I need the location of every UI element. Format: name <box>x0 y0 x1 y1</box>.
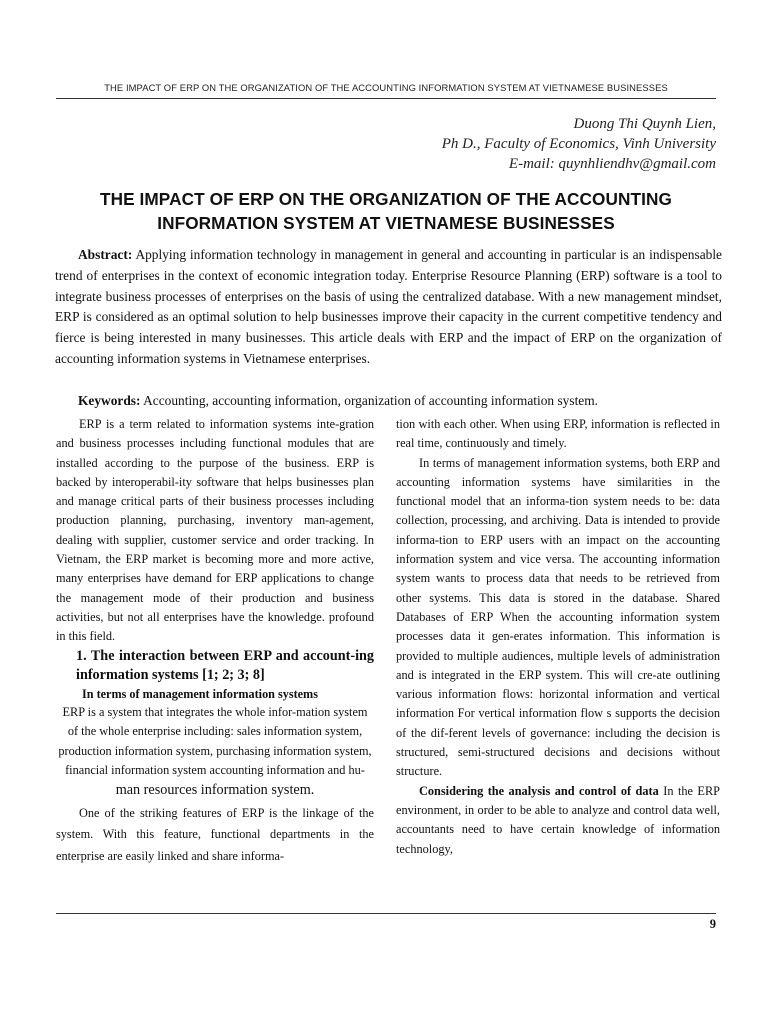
analysis-paragraph <box>396 782 720 859</box>
abstract <box>55 245 722 370</box>
author-name: Duong Thi Quynh Lien, <box>573 116 716 132</box>
title-line-2: INFORMATION SYSTEM AT VIETNAMESE BUSINESSES <box>157 213 615 233</box>
keywords <box>55 391 722 411</box>
keywords-text: Accounting, accounting information, organization of accounting information system. <box>143 393 599 408</box>
analysis-text: In the ERP environment, in order to be able to analyze and control data well, accountants need to have certain knowledge of information technology, <box>396 783 720 856</box>
right-column <box>396 415 720 859</box>
mis-paragraph: In terms of management information systems, both ERP and accounting information systems have similarities in the functional model that an informa-tion system needs to be: data collection, processing, and archiving. Data is intended to provide informa-tion to ERP users with an impact on the accounting information system and vice versa. The accounting information system wants to process data that needs to be retrieved from other systems. This data is stored in the database. Shared Databases of ERP When the accounting information system processes data it gen-erates information. This information is provided to multiple audiences, multiple levels of administration and is integrated in the ERP system. This will cre-ate outlining various information flows: horizontal information and vertical information For vertical information flow s supports the decision of the dif-ferent levels of governance: including the decision is structured, semi-structured decisions and decisions without structure. <box>396 455 720 779</box>
continuation-paragraph: tion with each other. When using ERP, information is reflected in real time, continuously and timely. <box>396 417 720 451</box>
subheading: In terms of management information systems <box>82 686 318 701</box>
author-email: E-mail: quynhliendhv@gmail.com <box>508 156 716 172</box>
footer-rule <box>56 913 716 914</box>
title-line-1: THE IMPACT OF ERP ON THE ORGANIZATION OF THE ACCOUNTING <box>99 189 673 209</box>
linkage-paragraph: One of the striking features of ERP is the linkage of the system. With this feature, functional departments in the enterprise are easily linked and share informa- <box>56 805 374 863</box>
intro-paragraph: ERP is a term related to information systems inte-gration and business processes including functional modules that are installed according to the purpose of the business. ERP is backed by interoperabil-ity software that helps businesses plan and manage critical parts of their business processes including production planning, purchasing, inventory man-agement, dealing with supplier, customer service and order tracking. In Vietnam, the ERP market is becoming more and more active, many enterprises have demand for ERP applications to change the management mode of their production and business activities, but not all enterprises have the knowledge. profound in this field. <box>56 417 374 644</box>
abstract-text: Applying information technology in management in general and accounting in particular is an indispensable trend of enterprises in the context of economic integration today. Enterprise Resource Planning (ERP) software is a tool to integrate business processes of enterprises on the basis of using the centralized database. With a new management mindset, ERP is considered as an optimal solution to help businesses improve their capacity in the current competitive tendency and fierce is being interested in many businesses. This article deals with ERP and the impact of ERP on the organization of accounting information systems in Vietnamese enterprises. <box>55 247 722 366</box>
author-affiliation: Ph D., Faculty of Economics, Vinh University <box>441 136 716 152</box>
left-column <box>56 415 374 868</box>
erp-integration-paragraph: ERP is a system that integrates the whole infor-mation system of the whole enterprise including: sales information system, production information system, purchasing information system, financial information system accounting information and hu- <box>58 704 372 778</box>
running-head: THE IMPACT OF ERP ON THE ORGANIZATION OF THE ACCOUNTING INFORMATION SYSTEM AT VIETNAMESE BUSINESSES <box>104 82 668 93</box>
paper-title <box>56 187 716 235</box>
analysis-label: Considering the analysis and control of data <box>419 783 659 798</box>
header-rule <box>56 98 716 99</box>
erp-integration-last-line: man resources information system. <box>115 781 315 798</box>
keywords-label: Keywords: <box>78 393 141 408</box>
page-number: 9 <box>709 917 716 931</box>
section-heading: 1. The interaction between ERP and account-ing information systems [1; 2; 3; 8] <box>76 647 374 683</box>
author-block <box>316 114 716 174</box>
abstract-label: Abstract: <box>78 247 133 262</box>
